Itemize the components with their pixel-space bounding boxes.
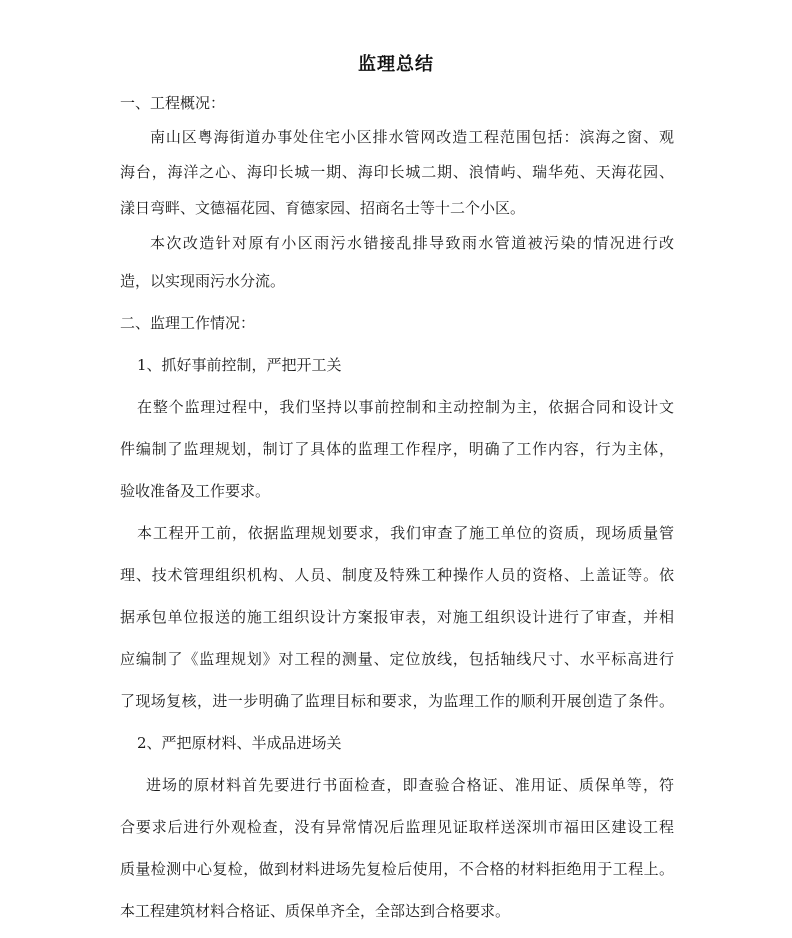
paragraph-line: 进场的原材料首先要进行书面检查，即查验合格证、准用证、质保单等，符 xyxy=(146,776,674,794)
subsection-heading-2: 2、严把原材料、半成品进场关 xyxy=(137,734,342,752)
paragraph-line: 漾日弯畔、文德福花园、育德家园、招商名士等十二个小区。 xyxy=(120,199,526,217)
paragraph-line: 海台，海洋之心、海印长城一期、海印长城二期、浪情屿、瑞华苑、天海花园、 xyxy=(120,163,674,181)
paragraph-line: 质量检测中心复检，做到材料进场先复检后使用，不合格的材料拒绝用于工程上。 xyxy=(120,860,674,878)
subsection-heading-1: 1、抓好事前控制，严把开工关 xyxy=(137,356,342,374)
section-heading-overview: 一、工程概况： xyxy=(120,94,226,112)
paragraph-line: 南山区粤海街道办事处住宅小区排水管网改造工程范围包括：滨海之窗、观 xyxy=(150,128,674,146)
paragraph-line: 在整个监理过程中，我们坚持以事前控制和主动控制为主，依据合同和设计文 xyxy=(137,398,674,416)
paragraph-line: 合要求后进行外观检查，没有异常情况后监理见证取样送深圳市福田区建设工程 xyxy=(120,818,674,836)
paragraph-line: 据承包单位报送的施工组织设计方案报审表，对施工组织设计进行了审查，并相 xyxy=(120,608,674,626)
paragraph-line: 本工程开工前，依据监理规划要求，我们审查了施工单位的资质，现场质量管 xyxy=(137,524,674,542)
paragraph-line: 了现场复核，进一步明确了监理目标和要求，为监理工作的顺利开展创造了条件。 xyxy=(120,692,674,710)
paragraph-line: 件编制了监理规划，制订了具体的监理工作程序，明确了工作内容，行为主体， xyxy=(120,440,674,458)
paragraph-line: 理、技术管理组织机构、人员、制度及特殊工种操作人员的资格、上盖证等。依 xyxy=(120,566,674,584)
document-title: 监理总结 xyxy=(358,54,434,75)
paragraph-line: 应编制了《监理规划》对工程的测量、定位放线，包括轴线尺寸、水平标高进行 xyxy=(120,650,674,668)
paragraph-line: 本工程建筑材料合格证、质保单齐全，全部达到合格要求。 xyxy=(120,902,511,920)
section-heading-work: 二、监理工作情况： xyxy=(120,314,256,332)
paragraph-line: 造，以实现雨污水分流。 xyxy=(120,272,286,290)
paragraph-line: 本次改造针对原有小区雨污水错接乱排导致雨水管道被污染的情况进行改 xyxy=(150,234,674,252)
paragraph-line: 验收准备及工作要求。 xyxy=(120,482,271,500)
